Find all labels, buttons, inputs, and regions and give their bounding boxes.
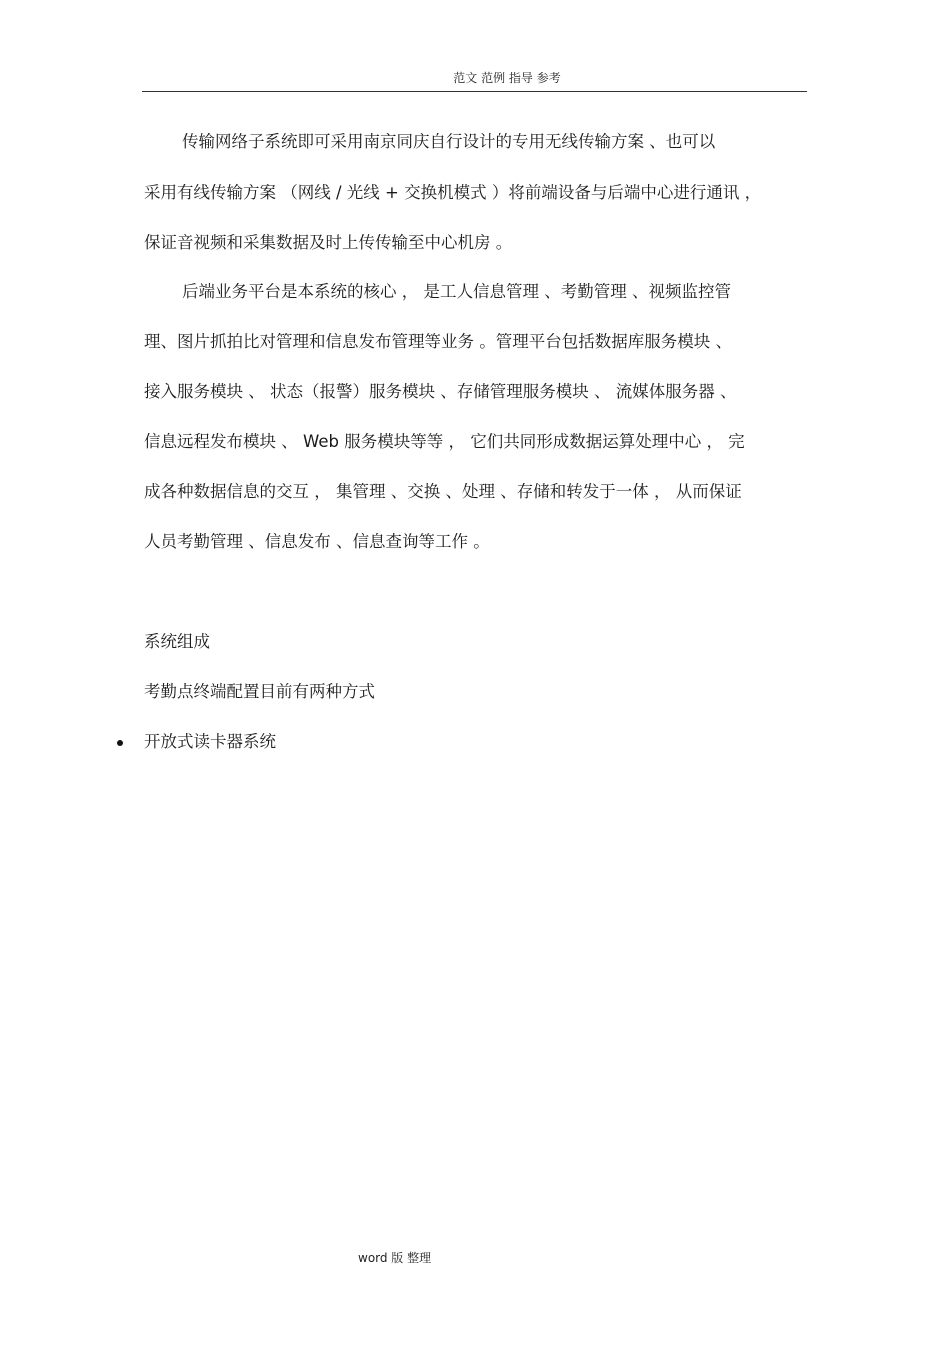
paragraph-line: 人员考勤管理 、信息发布 、信息查询等工作 。 xyxy=(144,532,490,551)
paragraph-line: 保证音视频和采集数据及时上传传输至中心机房 。 xyxy=(144,233,513,252)
paragraph-line: 采用有线传输方案 （网线 / 光线 + 交换机模式 ）将前端设备与后端中心进行通讯 ， xyxy=(144,183,762,202)
list-item: 开放式读卡器系统 xyxy=(144,732,276,751)
paragraph-line: 成各种数据信息的交互 ， 集管理 、交换 、处理 、存储和转发于一体 ， 从而保证 xyxy=(144,482,742,501)
paragraph-line: 后端业务平台是本系统的核心 ， 是工人信息管理 、考勤管理 、视频监控管 xyxy=(182,282,731,301)
section-heading: 系统组成 xyxy=(144,632,210,651)
paragraph-line: 理、图片抓拍比对管理和信息发布管理等业务 。管理平台包括数据库服务模块 、 xyxy=(144,332,732,351)
paragraph-line: 接入服务模块 、 状态（报警）服务模块 、存储管理服务模块 、 流媒体服务器 、 xyxy=(144,382,737,401)
page-footer: word 版 整理 xyxy=(358,1251,432,1265)
header-divider xyxy=(142,91,807,92)
bullet-icon xyxy=(117,740,123,746)
subheading: 考勤点终端配置目前有两种方式 xyxy=(144,682,375,701)
page-header: 范文 范例 指导 参考 xyxy=(453,71,561,85)
paragraph-line: 传输网络子系统即可采用南京同庆自行设计的专用无线传输方案 、也可以 xyxy=(182,132,716,151)
paragraph-line: 信息远程发布模块 、 Web 服务模块等等 ， 它们共同形成数据运算处理中心 ， 完 xyxy=(144,432,745,451)
